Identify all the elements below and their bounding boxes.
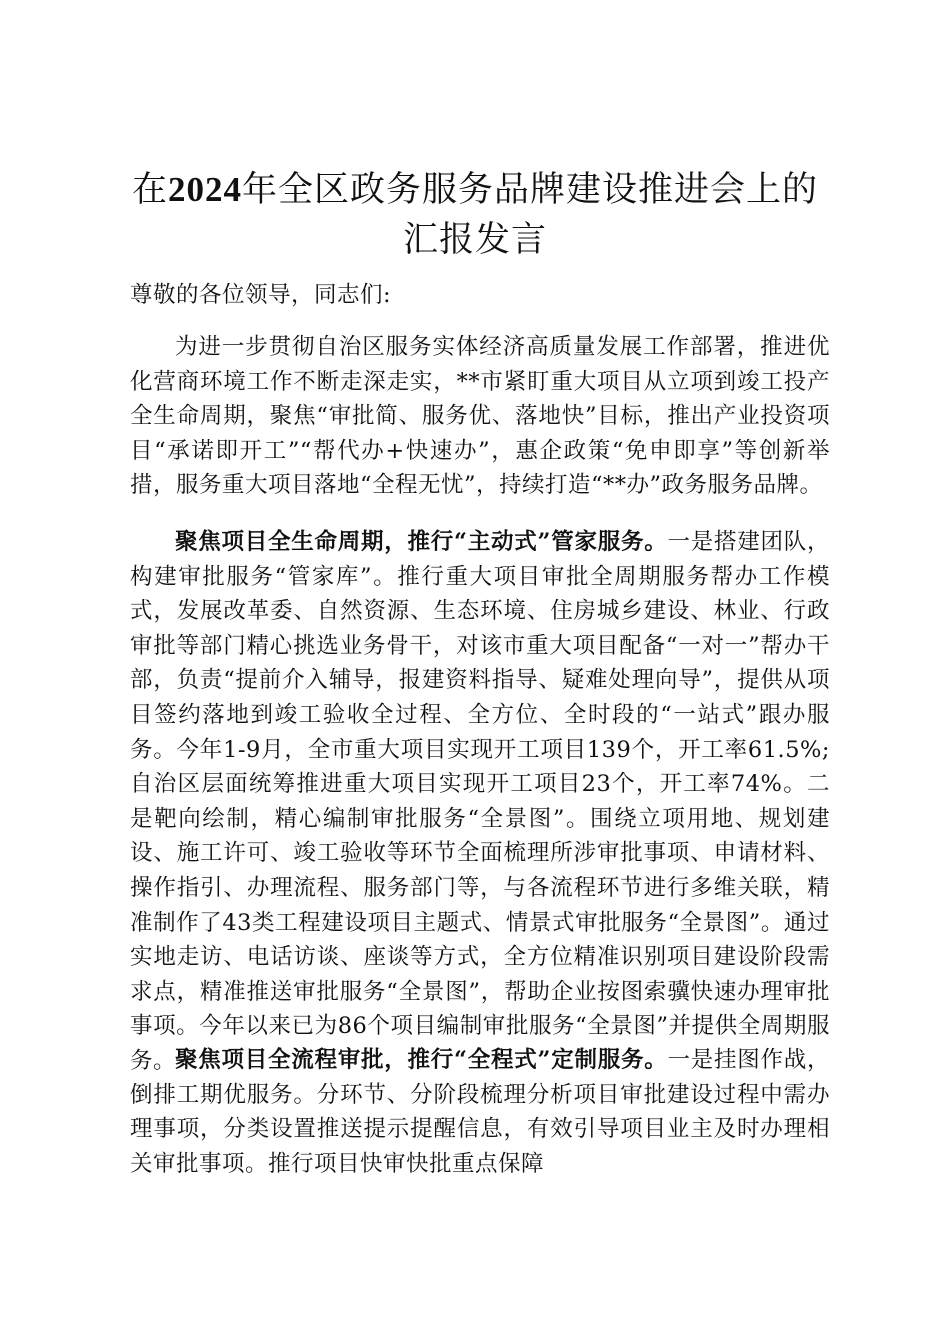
document-title xyxy=(110,165,840,265)
section-1-body: 一是搭建团队，构建审批服务“管家库”。推行重大项目审批全周期服务帮办工作模式，发展改革委、自然资源、生态环境、住房城乡建设、林业、行政审批等部门精心挑选业务骨干，对该市重大项目配备“一对一”帮办干部，负责“提前介入辅导，报建资料指导、疑难处理向导”，提供从项目签约落地到竣工验收全过程、全方位、全时段的“一站式”跟办服务。今年1-9月，全市重大项目实现开工项目139个，开工率61.5%; 自治区层面统筹推进重大项目实现开工项目23个，开工率74%。二是靶向绘制，精心编制审批服务“全景图”。围绕立项用地、规划建设、施工许可、竣工验收等环节全面梳理所涉审批事项、申请材料、操作指引、办理流程、服务部门等，与各流程环节进行多维关联，精准制作了43类工程建设项目主题式、情景式审批服务“全景图”。通过实地走访、电话访谈、座谈等方式，全方位精准识别项目建设阶段需求点，精准推送审批服务“全景图”，帮助企业按图索骥快速办理审批事项。今年以来已为86个项目编制审批服务“全景图”并提供全周期服务。 xyxy=(130,529,830,1074)
paragraph-intro: 为进一步贯彻自治区服务实体经济高质量发展工作部署，推进优化营商环境工作不断走深走实，**市紧盯重大项目从立项到竣工投产全生命周期，聚焦“审批简、服务优、落地快”目标，推出产业投资项目“承诺即开工”“帮代办+快速办”，惠企政策“免申即享”等创新举措，服务重大项目落地“全程无忧”，持续打造“**办”政务服务品牌。 xyxy=(130,334,830,499)
greeting: 尊敬的各位领导，同志们: xyxy=(130,282,392,308)
title-rest: 年全区政务服务品牌建设推进会上的 xyxy=(242,170,819,210)
section-2-body: 一是挂图作战，倒排工期优服务。分环节、分阶段梳理分析项目审批建设过程中需办理事项，分类设置推送提示提醒信息，有效引导项目业主及时办理相关审批事项。推行项目快审快批重点保障 xyxy=(130,1047,830,1177)
paragraph-section-2 xyxy=(130,1043,830,1181)
title-line-1 xyxy=(110,165,840,215)
section-1-heading: 聚焦项目全生命周期，推行“主动式”管家服务。 xyxy=(175,529,668,555)
section-2-heading: 聚焦项目全流程审批，推行“全程式”定制服务。 xyxy=(175,1047,668,1073)
paragraph-section-1 xyxy=(130,525,830,1079)
title-prefix: 在 xyxy=(131,170,168,210)
title-line-2: 汇报发言 xyxy=(402,220,547,260)
title-year: 2024 xyxy=(168,170,242,209)
